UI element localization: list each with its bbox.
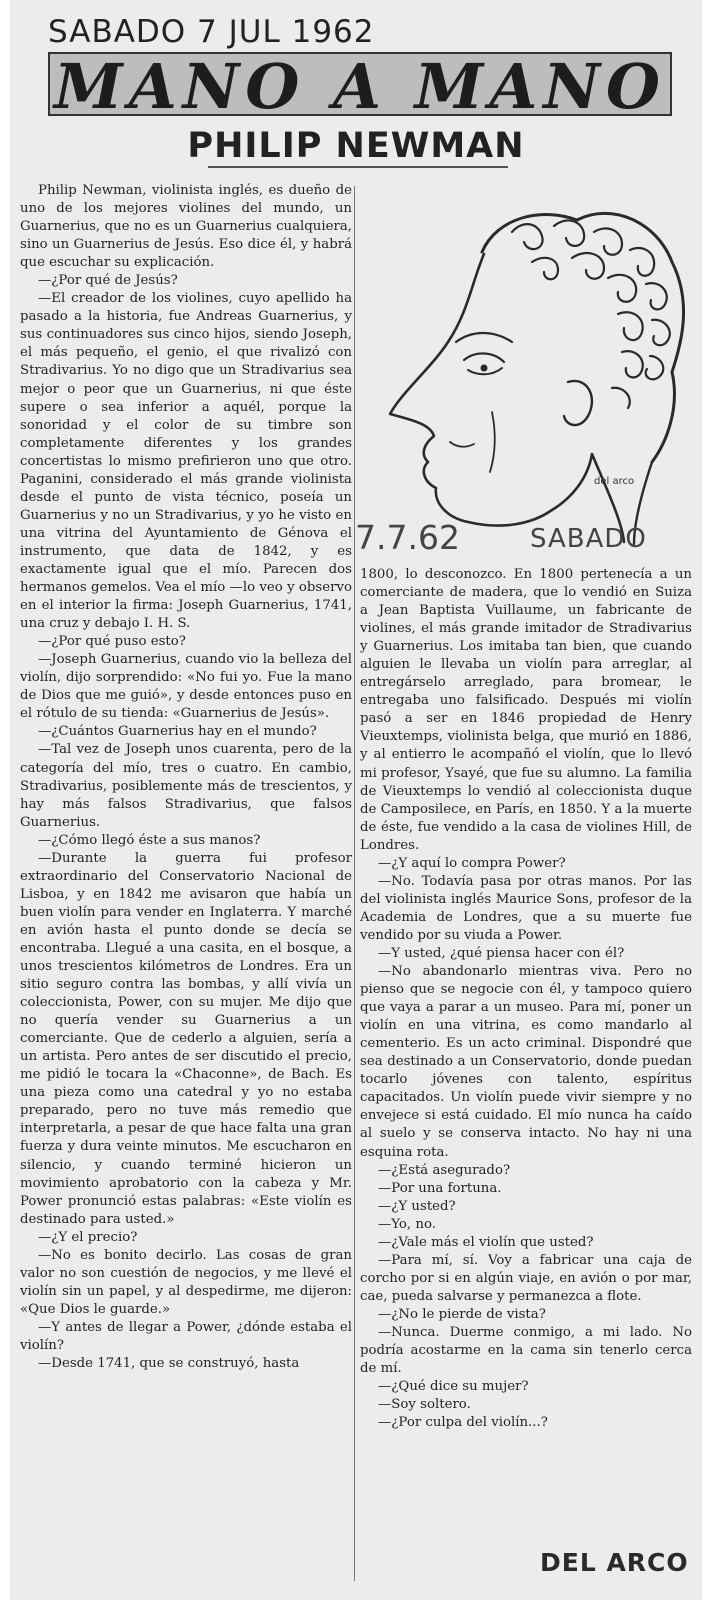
paragraph: —No. Todavía pasa por otras manos. Por las del violinista inglés Maurice Sons, profesor de la Academia de Londres, que a su muerte fue vendido por su viuda a Power. xyxy=(360,873,692,943)
paragraph: —¿Y el precio? xyxy=(38,1229,138,1245)
paragraph: —¿Por qué puso esto? xyxy=(38,634,186,650)
cartoon-signature: del arco xyxy=(594,476,635,487)
paragraph: —Soy soltero. xyxy=(378,1397,471,1413)
paragraph: —Tal vez de Joseph unos cuarenta, pero de la categoría del mío, tres o cuatro. En cambio, Stradivarius, posiblemente más de trescientos, y hay más falsos Stradivarius, que falsos Guarnerius. xyxy=(20,742,352,830)
paragraph: —Para mí, sí. Voy a fabricar una caja de corcho por si en algún viaje, en avión o por mar, cae, pueda salvarse y permanezca a flote. xyxy=(360,1252,692,1304)
paragraph: —¿Y usted? xyxy=(378,1198,456,1214)
handwritten-date-2: 7.7.62 xyxy=(355,518,460,557)
paragraph: —¿No le pierde de vista? xyxy=(378,1306,546,1322)
paragraph: —¿Vale más el violín que usted? xyxy=(378,1234,594,1250)
caricature-drawing xyxy=(372,192,692,554)
headline-rule xyxy=(208,166,508,168)
paragraph: —Joseph Guarnerius, cuando vio la belleza del violín, dijo sorprendido: «No fui yo. Fue la mano de Dios que me guió», y desde entonces puso en el rótulo de su tienda: «Guarnerius de Jesús». xyxy=(20,652,352,722)
paragraph: —¿Qué dice su mujer? xyxy=(378,1379,529,1395)
paragraph: —Y antes de llegar a Power, ¿dónde estaba el violín? xyxy=(20,1319,352,1353)
column-banner xyxy=(48,52,672,116)
handwritten-date: SABADO 7 JUL 1962 xyxy=(48,14,375,50)
paragraph: —Nunca. Duerme conmigo, a mi lado. No podría acostarme en la cama sin tenerlo cerca de mí. xyxy=(360,1324,692,1377)
paragraph: —¿Por qué de Jesús? xyxy=(38,273,178,289)
paragraph: Philip Newman, violinista inglés, es dueño de uno de los mejores violines del mundo, un Guarnerius, que no es un Guarnerius cualquiera, sino un Guarnerius de Jesús. Eso dice él, y habrá que escuchar su explicación. xyxy=(20,183,352,271)
paragraph: —Y usted, ¿qué piensa hacer con él? xyxy=(378,945,625,961)
paragraph: —¿Por culpa del violín...? xyxy=(378,1415,548,1431)
article-column-right xyxy=(360,566,692,1576)
column-divider xyxy=(354,186,355,1581)
paragraph: —¿Está asegurado? xyxy=(378,1162,511,1178)
banner-title: MANO A MANO xyxy=(53,52,667,116)
paragraph: —Desde 1741, que se construyó, hasta xyxy=(38,1356,300,1372)
paragraph: —¿Cuántos Guarnerius hay en el mundo? xyxy=(38,724,317,740)
paragraph: —El creador de los violines, cuyo apellido ha pasado a la historia, fue Andreas Guarnerius, y sus continuadores sus cinco hijos, siendo Joseph, el más pequeño, el genio, el que rivalizó con Stradivarius. Yo no digo que un Stradivarius sea mejor o peor que un Guarnerius, ni que éste supere o sea inferior a aquél, porque la sonoridad y el color de su timbre son completamente diferentes y los grandes concertistas lo mismo prefirieron uno que otro. Paganini, considerado el más grande violinista desde el punto de vista técnico, poseía un Guarnerius y no un Stradivarius, y yo he visto en una vitrina del Ayuntamiento de Génova el instrumento, que data de 1842, y es exactamente igual que el mío. Parecen dos hermanos gemelos. Vea el mío —lo veo y observo en el interior la firma: Joseph Guarnerius, 1741, una cruz y debajo I. H. S. xyxy=(20,291,352,632)
paragraph: —No abandonarlo mientras viva. Pero no pienso que se negocie con él, y tampoco quiero que vaya a parar a un museo. Para mí, poner un violín en una vitrina, es como mandarlo al cementerio. Es un acto criminal. Dispondré que sea destinado a un Conservatorio, donde puedan tocarlo jóvenes con talento, espíritus capacitados. Un violín puede vivir siempre y no envejece si está cuidado. El mío nunca ha caído al suelo y se conserva intacto. No hay ni una esquina rota. xyxy=(360,964,692,1160)
paragraph: —¿Cómo llegó éste a sus manos? xyxy=(38,832,261,848)
handwritten-sabado: SABADO xyxy=(530,524,647,554)
paragraph: —No es bonito decirlo. Las cosas de gran valor no son cuestión de negocios, y me llevé el violín sin un papel, y al despedirme, me dijeron: «Que Dios le guarde.» xyxy=(20,1247,352,1317)
paragraph: 1800, lo desconozco. En 1800 pertenecía a un comerciante de madera, que lo vendió en Suiza a Jean Baptista Vuillaume, un fabricante de violines, el más grande imitador de Stradivarius y Guarnerius. Los imitaba tan bien, que cuando alguien le llevaba un violín para arreglar, al entregárselo arreglado, para bromear, le entregaba uno falsificado. Después mi violín pasó a ser en 1846 propiedad de Henry Vieuxtemps, violinista belga, que murió en 1886, y al entierro le acompañó el violín, que lo llevó mi profesor, Ysayé, que fue su alumno. La familia de Vieuxtemps lo vendió al coleccionista duque de Camposilece, en París, en 1850. Y a la muerte de éste, fue vendido a la casa de violines Hill, de Londres. xyxy=(360,567,692,853)
article-column-left xyxy=(20,182,352,1592)
paragraph: —Durante la guerra fui profesor extraordinario del Conservatorio Nacional de Lisboa, y en 1842 me avisaron que había un buen violín para vender en Inglaterra. Y marché en avión hasta el punto donde se decía se encontraba. Llegué a una casita, en el bosque, a unos trescientos kilómetros de Londres. Era un sitio seguro contra las bombas, y allí vivía un coleccionista, Power, con su mujer. Me dijo que no quería vender su Guarnerius a un comerciante. Que de cederlo a alguien, sería a un artista. Pero antes de ser discutido el precio, me pidió le tocara la «Chaconne», de Bach. Es una pieza como una catedral y yo no estaba preparado, pero no tuve más remedio que interpretarla, a pesar de que hace falta una gran fuerza y dura veinte minutos. Me escucharon en silencio, y cuando terminé hicieron un movimiento aprobatorio con la cabeza y Mr. Power pronunció estas palabras: «Este violín es destinado para usted.» xyxy=(20,850,352,1227)
headline: PHILIP NEWMAN xyxy=(187,126,525,166)
paragraph: —¿Y aquí lo compra Power? xyxy=(378,855,566,871)
paragraph: —Yo, no. xyxy=(378,1216,436,1232)
paragraph: —Por una fortuna. xyxy=(378,1180,502,1196)
author-signature: DEL ARCO xyxy=(540,1548,689,1577)
